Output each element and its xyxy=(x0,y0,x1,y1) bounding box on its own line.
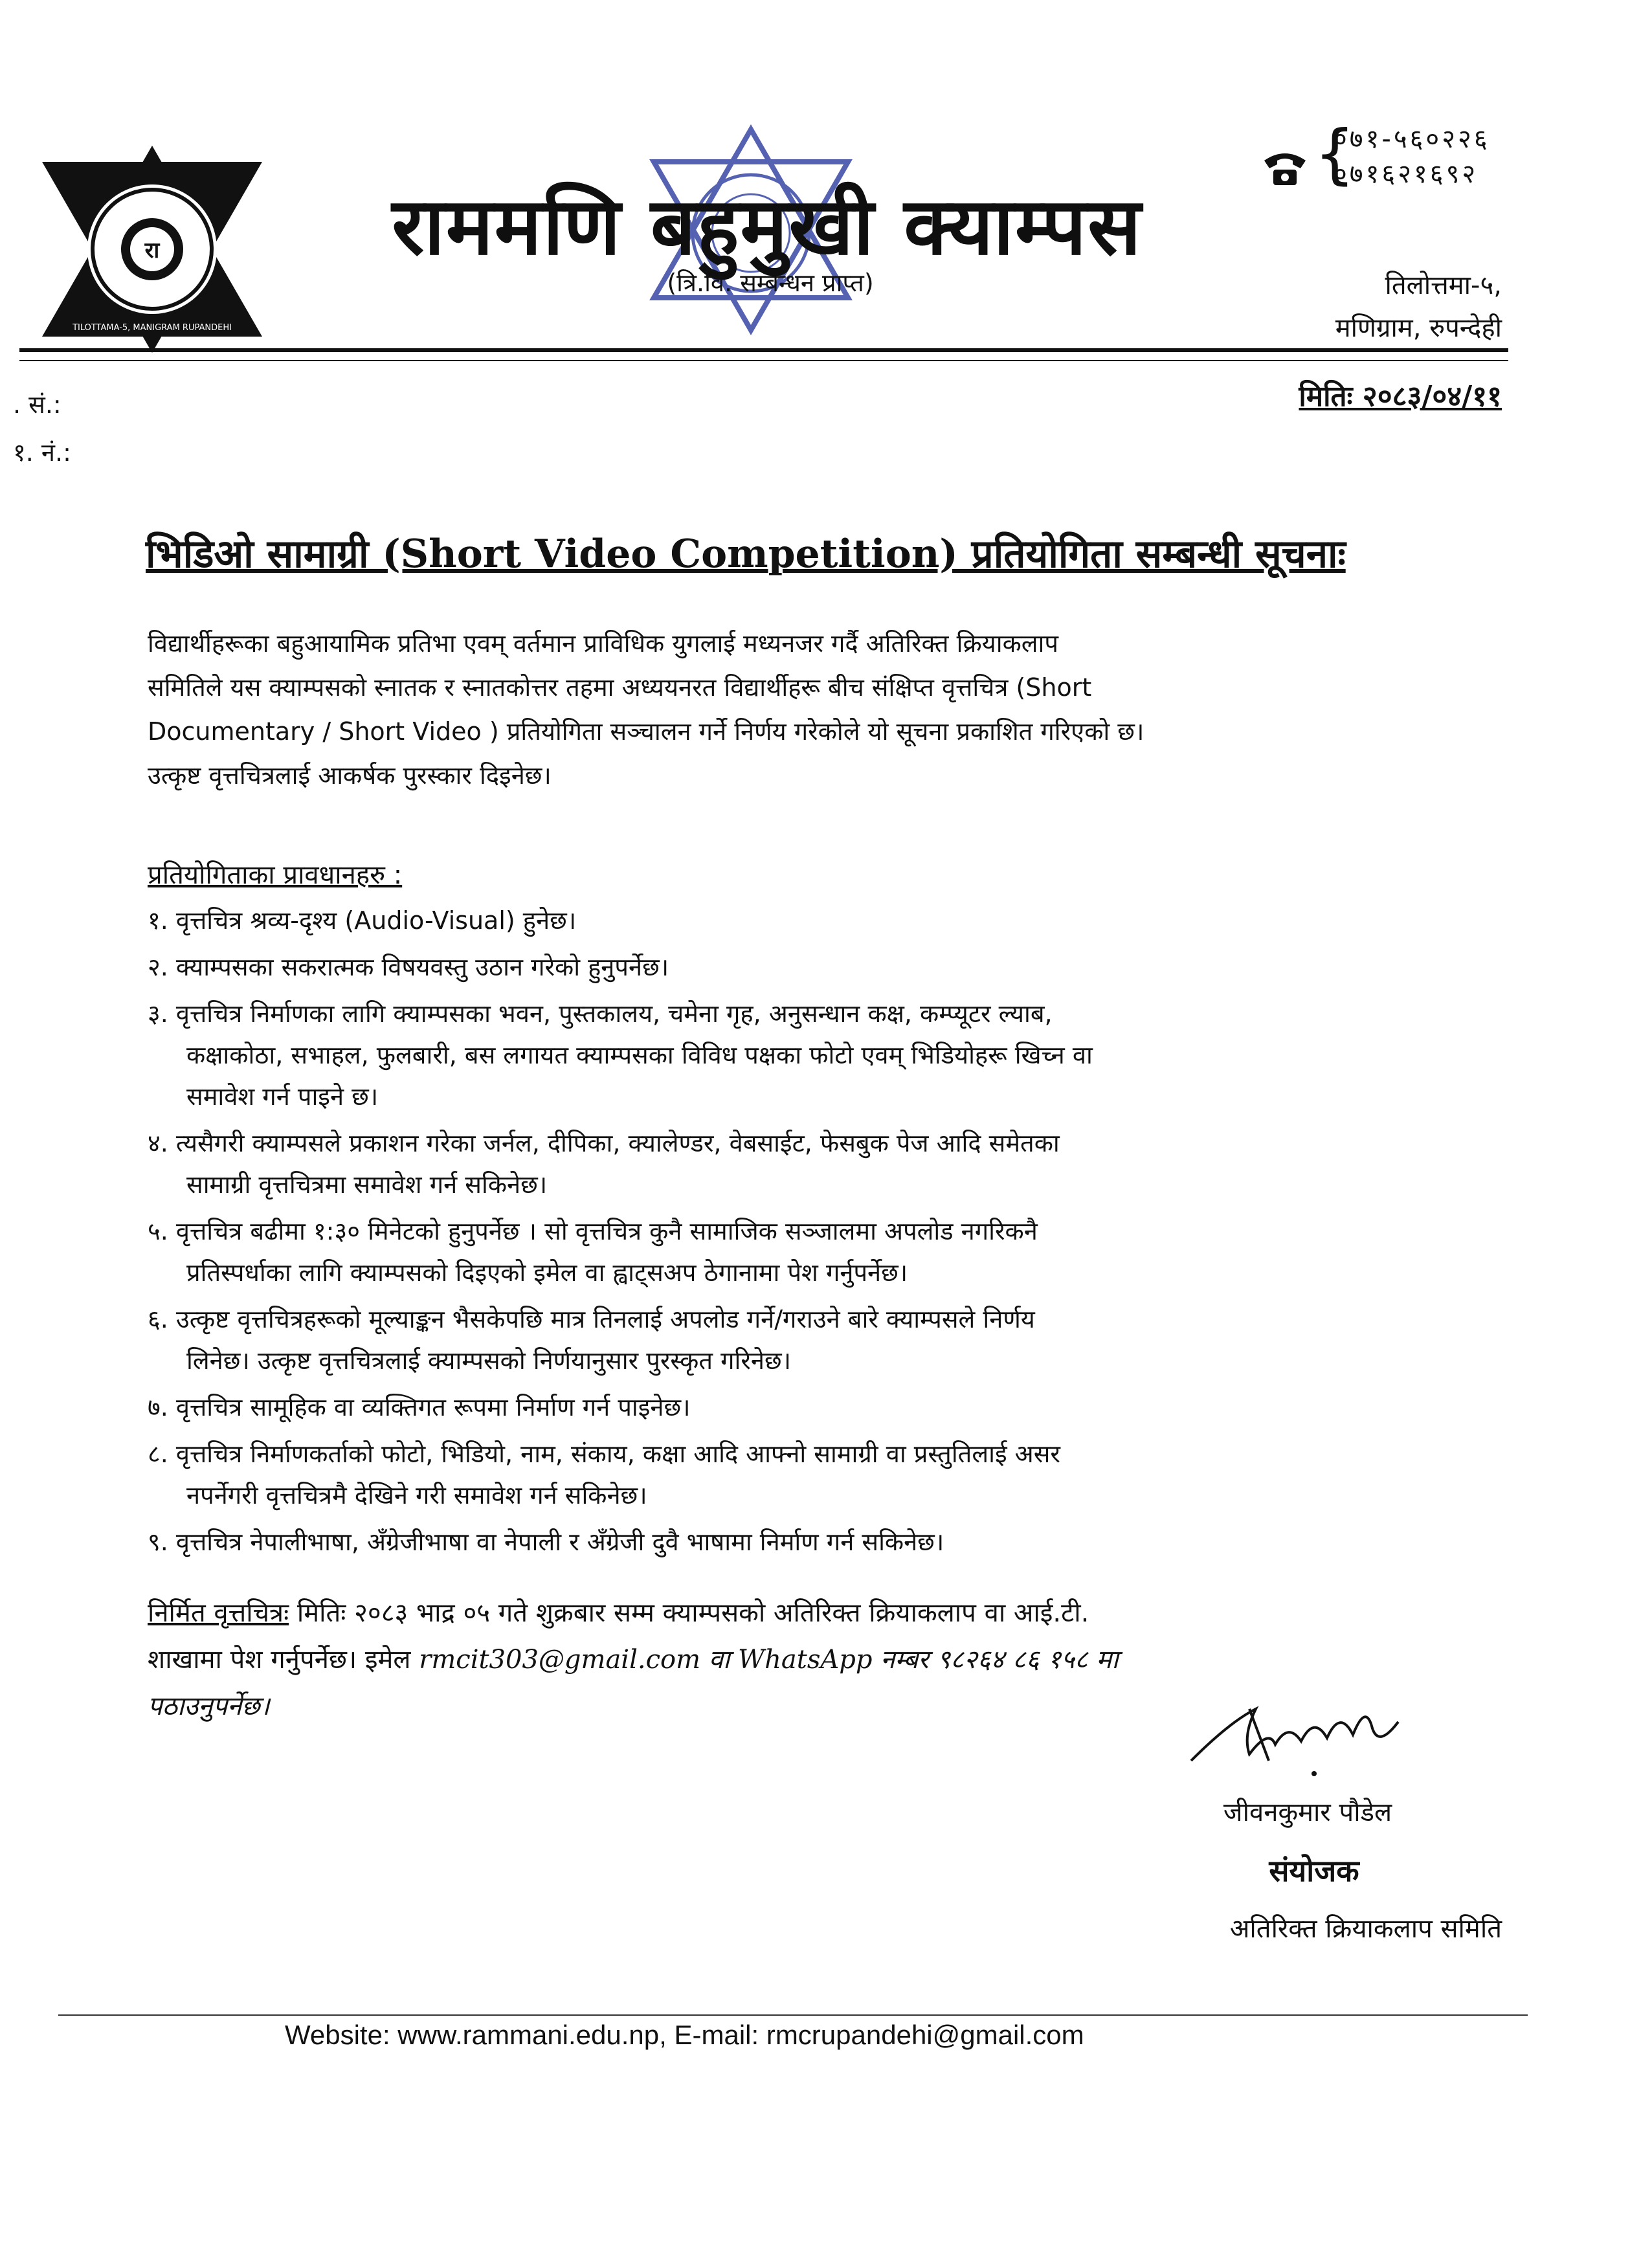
svg-text:रा: रा xyxy=(144,238,160,263)
notice-title: भिडिओ सामाग्री (Short Video Competition) प्रतियोगिता सम्बन्धी सूचनाः xyxy=(146,531,1346,577)
intro-paragraph xyxy=(148,621,1501,797)
affiliation-text: (त्रि.वि. सम्बन्धन प्राप्त) xyxy=(667,269,874,297)
signer-role: संयोजक xyxy=(1269,1853,1359,1888)
dispatch-number-label: १. नं.: xyxy=(13,438,71,467)
submission-label: निर्मित वृत्तचित्रः xyxy=(148,1598,289,1628)
svg-text:TILOTTAMA-5, MANIGRAM RUPANDE: TILOTTAMA-5, MANIGRAM RUPANDEHI xyxy=(73,323,232,333)
phone-number-2: ०७१६२१६९२ xyxy=(1334,159,1479,189)
provision-item: ७. वृत्तचित्र सामूहिक वा व्यक्तिगत रूपमा निर्माण गर्न पाइनेछ। xyxy=(148,1393,691,1421)
handwritten-signature xyxy=(1178,1683,1411,1787)
provisions-heading: प्रतियोगिताका प्रावधानहरु : xyxy=(148,860,403,890)
reference-numbers xyxy=(13,381,71,476)
footer-rule xyxy=(58,2014,1528,2016)
intro-line: उत्कृष्ट वृत्तचित्रलाई आकर्षक पुरस्कार दिइनेछ। xyxy=(148,761,552,790)
website-link[interactable]: www.rammani.edu.np xyxy=(397,2020,660,2050)
intro-line: समितिले यस क्याम्पसको स्नातक र स्नातकोत्तर तहमा अध्ययनरत विद्यार्थीहरू बीच संक्षिप्त वृत्तचित्र (Short xyxy=(148,673,1092,702)
provision-item: १. वृत्तचित्र श्रव्य-दृश्य (Audio-Visual) हुनेछ। xyxy=(148,906,577,935)
address-line-1: तिलोत्तमा-५, xyxy=(1385,271,1502,300)
phone-numbers xyxy=(1334,122,1490,192)
provision-item: ६. उत्कृष्ट वृत्तचित्रहरूको मूल्याङ्कन भैसकेपछि मात्र तिनलाई अपलोड गर्ने/गराउने बारे क्याम्पसले निर्णय लिनेछ। उत्कृष्ट वृत्तचित्रलाई क्याम्पसको निर्णयानुसार पुरस्कृत गरिनेछ। xyxy=(148,1305,1035,1375)
submission-deadline: मितिः २०८३ भाद्र ०५ गते शुक्रबार सम्म क्याम्पसको अतिरिक्त क्रियाकलाप वा आई.टी. xyxy=(289,1598,1089,1628)
letter-number-label: . सं.: xyxy=(13,390,61,419)
signer-name: जीवनकुमार पौडेल xyxy=(1223,1798,1392,1827)
telephone-icon xyxy=(1259,141,1311,193)
phone-brace: { xyxy=(1314,116,1356,192)
campus-name: राममणि बहुमुखी क्याम्पस xyxy=(392,181,1143,273)
submission-email[interactable]: rmcit303@gmail.com xyxy=(419,1645,700,1675)
provisions-list xyxy=(148,900,1507,1568)
submission-whatsapp: वा WhatsApp नम्बर ९८२६४ ८६ १५८ मा xyxy=(700,1645,1119,1675)
email-label: , E-mail: xyxy=(659,2020,766,2050)
provision-item: ८. वृत्तचित्र निर्माणकर्ताको फोटो, भिडियो, नाम, संकाय, कक्षा आदि आफ्नो सामाग्री वा प्रस्तुतिलाई असर नपर्नेगरी वृत्तचित्रमै देखिने गरी समावेश गर्न सकिनेछ। xyxy=(148,1440,1060,1510)
header-rule-thick xyxy=(19,348,1508,352)
submission-text: शाखामा पेश गर्नुपर्नेछ। इमेल xyxy=(148,1645,419,1675)
campus-logo xyxy=(32,142,272,356)
signer-committee: अतिरिक्त क्रियाकलाप समिति xyxy=(1229,1914,1502,1944)
phone-number-1: ०७१-५६०२२६ xyxy=(1334,124,1490,154)
email-link[interactable]: rmcrupandehi@gmail.com xyxy=(766,2020,1084,2050)
provision-item: २. क्याम्पसका सकरात्मक विषयवस्तु उठान गरेको हुनुपर्नेछ। xyxy=(148,953,669,981)
provision-item: ३. वृत्तचित्र निर्माणका लागि क्याम्पसका भवन, पुस्तकालय, चमेना गृह, अनुसन्धान कक्ष, कम्प्यूटर ल्याब, कक्षाकोठा, सभाहल, फुलबारी, बस लगायत क्याम्पसका विविध पक्षका फोटो एवम् भिडियोहरू खिच्न वा समावेश गर्न पाइने छ। xyxy=(148,999,1093,1111)
notice-date: मितिः २०८३/०४/११ xyxy=(1299,380,1502,413)
submission-closing: पठाउनुपर्नेछ। xyxy=(148,1691,270,1721)
address-line-2: मणिग्राम, रुपन्देही xyxy=(1335,313,1502,343)
provision-item: ५. वृत्तचित्र बढीमा १:३० मिनेटको हुनुपर्नेछ । सो वृत्तचित्र कुनै सामाजिक सञ्जालमा अपलोड नगरिकनै प्रतिस्पर्धाका लागि क्याम्पसको दिइएको इमेल वा ह्वाट्सअप ठेगानामा पेश गर्नुपर्नेछ। xyxy=(148,1217,1038,1287)
provision-item: ९. वृत्तचित्र नेपालीभाषा, अँग्रेजीभाषा वा नेपाली र अँग्रेजी दुवै भाषामा निर्माण गर्न सकिनेछ। xyxy=(148,1528,944,1556)
campus-address xyxy=(1230,264,1502,350)
footer-contact xyxy=(285,2020,1321,2051)
website-label: Website: xyxy=(285,2020,398,2050)
header-rule-thin xyxy=(19,360,1508,361)
intro-line: Documentary / Short Video ) प्रतियोगिता सञ्चालन गर्ने निर्णय गरेकोले यो सूचना प्रकाशित गरिएको छ। xyxy=(148,717,1144,746)
provision-item: ४. त्यसैगरी क्याम्पसले प्रकाशन गरेका जर्नल, दीपिका, क्यालेण्डर, वेबसाईट, फेसबुक पेज आदि समेतका सामाग्री वृत्तचित्रमा समावेश गर्न सकिनेछ। xyxy=(148,1129,1060,1199)
intro-line: विद्यार्थीहरूका बहुआयामिक प्रतिभा एवम् वर्तमान प्राविधिक युगलाई मध्यनजर गर्दै अतिरिक्त क्रियाकलाप xyxy=(148,629,1058,658)
